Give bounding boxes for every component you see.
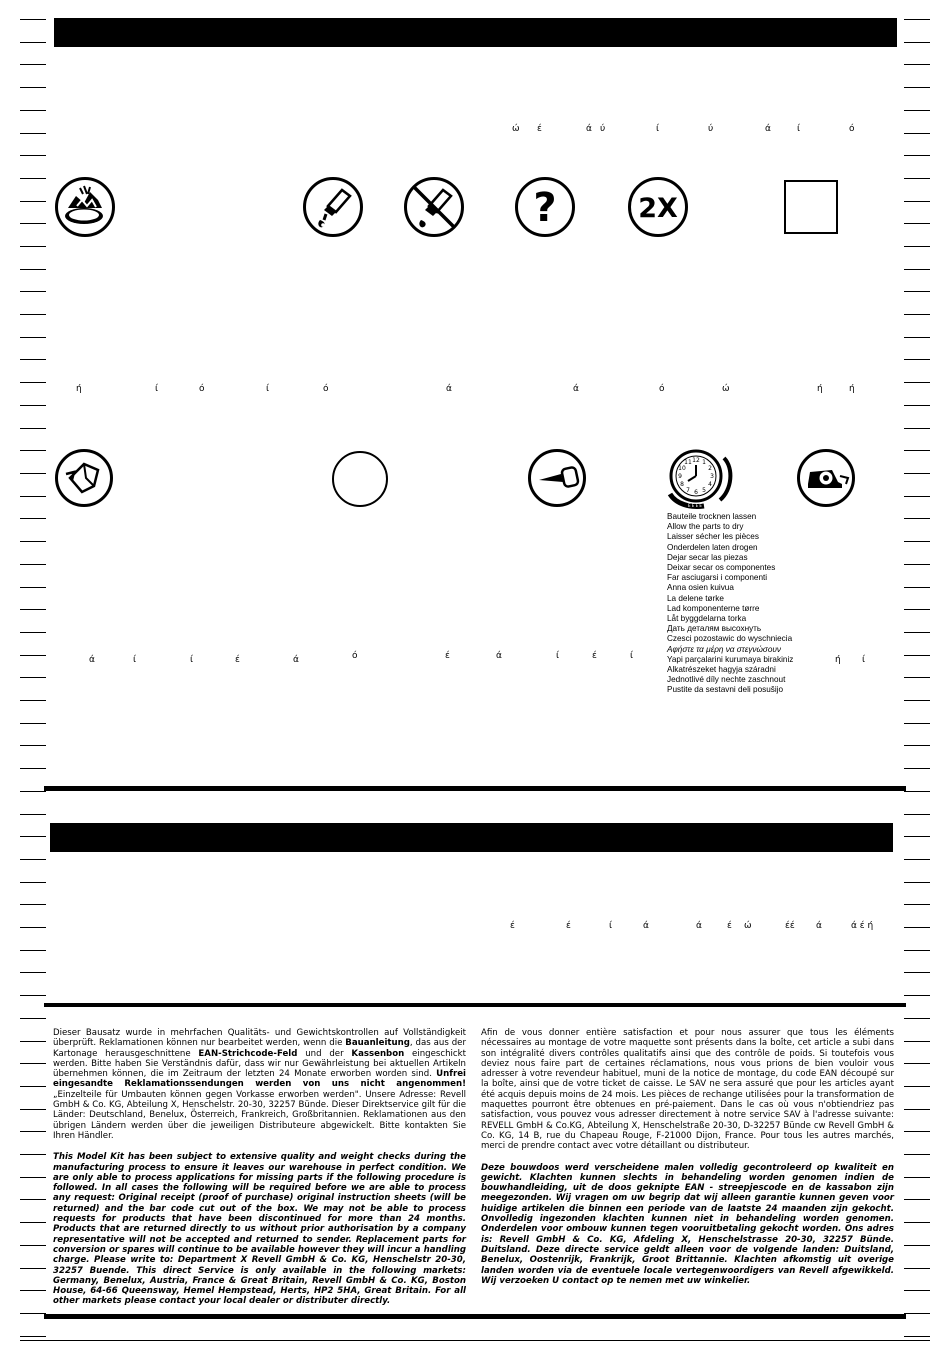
margin-tick [904, 87, 930, 88]
drying-item: Bauteile trocknen lassen [667, 512, 757, 521]
clock-numeral: 9 [678, 473, 682, 480]
clock-numeral: 4 [708, 481, 712, 488]
margin-tick [20, 1313, 46, 1314]
stray-char: ά [293, 655, 299, 665]
drying-item: Alkatrészeket hagyja száradni [667, 665, 776, 675]
margin-tick [20, 1177, 46, 1178]
clock-numeral: 6 [694, 489, 698, 496]
margin-tick [904, 677, 930, 678]
margin-tick [904, 655, 930, 656]
drying-item: Pustite da sestavni deli posušijo [667, 685, 784, 695]
french-paragraph: Afin de vous donner entière satisfaction et pour nous assurer que tous les éléments nécessaires au montage de votre maquette sont présents dans la boîte, cet article a subi dans son intégralité divers contrôles qualitatifs ainsi que des contrôle de poids. Si toutefois vous deviez nous faire part de certaines réclamations, nous vous prions de bien vouloir vous adresser à votre revendeur habituel, muni de la notice de montage, du code EAN découpé sur la boîte, ainsi que de votre ticket de caisse. Le SAV ne sera assuré que pour les articles ayant été acquis depuis moins de 24 mois. Les pièces de rechange utilisées pour la transformation de maquettes pourront être obtenues en pré-paiement. Dans le cas où vous n'obtiendriez pas satisfaction, vous pouvez vous adresser directement à notre service SAV à l'adresse suivante: REVELL GmbH & Co.KG, Abteilung X, Henschelstraße 20-30, D-32257 Bünde cw Revell GmbH & Co. KG, 14 B, rue du Chapeau Rouge, F-21000 Dijon, France. Pour tous les autres marchés, merci de prendre contact avec votre détaillant ou distributeur. [481, 1028, 894, 1152]
drying-item: Laisser sécher les pièces [667, 532, 759, 542]
clock-numeral: 7 [686, 487, 690, 494]
stray-char: έέ [785, 921, 795, 931]
margin-tick [20, 201, 46, 202]
margin-tick [904, 1199, 930, 1200]
clock-ruler-text: E E E E [688, 503, 702, 508]
margin-tick [20, 1018, 46, 1019]
margin-tick [904, 723, 930, 724]
margin-tick [904, 1177, 930, 1178]
clock-numeral: 10 [678, 465, 686, 472]
stray-char: ό [849, 124, 855, 134]
margin-tick [20, 450, 46, 451]
margin-tick [904, 473, 930, 474]
margin-tick [20, 428, 46, 429]
margin-tick [20, 1268, 46, 1269]
margin-tick [20, 677, 46, 678]
stray-char: ά [765, 124, 771, 134]
margin-tick [20, 178, 46, 179]
margin-tick [20, 337, 46, 338]
stray-char: ά [586, 124, 592, 134]
clock-numeral: 8 [680, 481, 684, 488]
stray-char: ί [630, 651, 634, 661]
margin-tick [904, 950, 930, 951]
margin-tick [904, 1063, 930, 1064]
stray-char: ή [817, 384, 823, 394]
margin-tick [20, 1041, 46, 1042]
bend-part-icon [54, 448, 114, 508]
clock-numeral: 3 [710, 473, 714, 480]
margin-tick [904, 1131, 930, 1132]
margin-tick [20, 723, 46, 724]
stray-char: ό [352, 651, 358, 661]
margin-tick [20, 972, 46, 973]
stray-char: ί [133, 655, 137, 665]
parts-sorting-icon [54, 176, 116, 238]
margin-tick [20, 382, 46, 383]
margin-tick [20, 133, 46, 134]
stray-char: ί [656, 124, 660, 134]
margin-tick [20, 1222, 46, 1223]
drying-item: Anna osien kuivua [667, 583, 734, 593]
clock-numeral: 1 [702, 459, 706, 466]
margin-tick [904, 359, 930, 360]
margin-tick [904, 19, 930, 20]
stray-char: ί [797, 124, 801, 134]
drying-item: Дать деталям высохнуть [667, 624, 762, 634]
warranty-text-left [53, 1028, 466, 1307]
margin-tick [20, 246, 46, 247]
stray-char: ά [643, 921, 649, 931]
clock-numeral: 11 [684, 459, 692, 466]
stray-char: έ [727, 921, 732, 931]
margin-tick [904, 814, 930, 815]
glue-icon [302, 176, 364, 238]
margin-tick [904, 1268, 930, 1269]
margin-tick [20, 814, 46, 815]
drying-item: Lad komponenterne tørre [667, 603, 760, 613]
margin-tick [904, 700, 930, 701]
margin-tick [904, 859, 930, 860]
drying-item: Onderdelen laten drogen [667, 542, 758, 552]
stray-char: ί [190, 655, 194, 665]
margin-tick [904, 133, 930, 134]
margin-tick [904, 337, 930, 338]
margin-tick [904, 428, 930, 429]
stray-char: ό [323, 384, 329, 394]
stray-char: ά [816, 921, 822, 931]
hobby-knife-icon [527, 448, 587, 508]
stray-char: ώ [512, 124, 520, 134]
drying-item: Jednotlivé díly nechte zaschnout [667, 675, 786, 685]
margin-tick [904, 1154, 930, 1155]
stray-char: ύ [600, 124, 606, 134]
warranty-text-right [481, 1028, 894, 1286]
stray-char: ί [862, 655, 866, 665]
margin-tick [20, 359, 46, 360]
margin-tick [20, 223, 46, 224]
header-bar-middle [50, 823, 893, 852]
drying-item: Yapi parçalarini kurumaya birakiniz [667, 654, 794, 664]
header-bar-top [54, 18, 897, 47]
margin-tick [20, 110, 46, 111]
margin-tick [20, 1245, 46, 1246]
margin-tick [20, 155, 46, 156]
margin-tick [904, 405, 930, 406]
margin-tick [20, 1131, 46, 1132]
question-glyph: ? [533, 185, 557, 231]
margin-tick [904, 632, 930, 633]
margin-tick [20, 768, 46, 769]
margin-tick [20, 882, 46, 883]
stray-char: ά [573, 384, 579, 394]
margin-tick [904, 1336, 930, 1337]
german-paragraph: Dieser Bausatz wurde in mehrfachen Qualitäts- und Gewichtskontrollen auf Vollständigkeit überprüft. Reklamationen können nur bearbeitet werden, wenn die Bauanleitung, das aus der Kartonage herausgeschnittene EAN-Strichcode-Feld und der Kassenbon eingeschickt werden. Bitte haben Sie Verständnis dafür, dass wir nur Gewährleistung bei aktuellen Artikeln übernehmen können, die im Zeitraum der letzten 24 Monate erworben worden sind. Unfrei eingesandte Reklamationssendungen werden von uns nicht angenommen! „Einzelteile für Umbauten können gegen Vorkasse erworben werden". Unsere Adresse: Revell GmbH & Co. KG, Abteilung X, Henschelstr. 20-30, 32257 Bünde. Dieser Direktservice gilt für die Länder: Deutschland, Benelux, Österreich, Frankreich, Großbritannien. Reklamationen aus den übrigen Ländern werden über die jeweiligen Distributeure abgewickelt. Bitte kontakten Sie Ihren Händler. [53, 1028, 467, 1141]
margin-tick [904, 609, 930, 610]
stray-char: ά [89, 655, 95, 665]
margin-tick [904, 450, 930, 451]
margin-tick [904, 1245, 930, 1246]
margin-tick [904, 269, 930, 270]
margin-tick [904, 745, 930, 746]
margin-tick [20, 42, 46, 43]
margin-tick [20, 1290, 46, 1291]
dutch-paragraph: Deze bouwdoos werd verscheidene malen volledig gecontroleerd op kwaliteit en gewicht. Klachten kunnen slechts in behandeling worden genomen indien de bouwhandleiding, uit de doos geknipte EAN - streepjescode en de kassabon zijn meegezonden. Wij vragen om uw begrip dat wij alleen garantie kunnen geven voor huidige artikelen die binnen een periode van de laatste 24 maanden zijn gekocht. Onvolledig ingezonden klachten kunnen niet in behandeling worden genomen. Onderdelen voor ombouw kunnen tegen vooruitbetaling gekocht worden. Ons adres is: Revell GmbH & Co. KG, Afdeling X, Henschelstrasse 20-30, 32257 Bünde. Duitsland. Deze directe service geldt alleen voor de volgende landen: Duitsland, Benelux, Oostenrijk, Frankrijk, Groot Brittannie. Klachten afkomstig uit overige landen worden via de eventuele locale vertegenwoordigers van Revell afgewikkeld. Wij verzoeken U contact op te nemen met uw winkelier. [481, 1162, 894, 1286]
margin-tick [20, 314, 46, 315]
margin-tick [20, 291, 46, 292]
stray-char: έ [566, 921, 571, 931]
margin-tick [904, 291, 930, 292]
stray-char: ά [496, 651, 502, 661]
margin-tick [20, 1063, 46, 1064]
drying-item: La delene tørke [667, 593, 724, 603]
margin-tick [20, 87, 46, 88]
margin-tick [904, 768, 930, 769]
question-mark-icon [514, 176, 576, 238]
margin-tick [904, 927, 930, 928]
margin-tick [20, 405, 46, 406]
repeat-twice-icon [627, 176, 689, 238]
drying-item: Far asciugarsi i componenti [667, 573, 768, 583]
margin-tick [20, 1109, 46, 1110]
drying-clock-icon [664, 448, 736, 510]
margin-tick [20, 632, 46, 633]
margin-tick [904, 518, 930, 519]
margin-tick [904, 496, 930, 497]
margin-tick [20, 700, 46, 701]
margin-tick [904, 1109, 930, 1110]
stray-char: ί [266, 384, 270, 394]
stray-char: ί [155, 384, 159, 394]
margin-tick [20, 1086, 46, 1087]
margin-tick [20, 745, 46, 746]
margin-tick [20, 655, 46, 656]
margin-tick [20, 927, 46, 928]
text-top-divider [44, 1003, 906, 1007]
stray-char: έ [537, 124, 542, 134]
margin-tick [904, 587, 930, 588]
bottom-thin-line [20, 1340, 930, 1341]
stray-char: ή [849, 384, 855, 394]
stray-char: ύ [708, 124, 714, 134]
margin-tick [904, 541, 930, 542]
drying-item: Czesci pozostawic do wyschniecia [667, 634, 793, 644]
margin-tick [20, 609, 46, 610]
margin-tick [20, 791, 46, 792]
section-divider [44, 786, 906, 791]
margin-tick [904, 1018, 930, 1019]
margin-tick [904, 882, 930, 883]
tape-dispenser-icon [796, 448, 856, 508]
stray-char: ό [199, 384, 205, 394]
stray-char: έ [235, 655, 240, 665]
stray-char: ά [696, 921, 702, 931]
margin-tick [904, 223, 930, 224]
margin-tick [20, 836, 46, 837]
stray-char: έ [592, 651, 597, 661]
margin-tick [904, 64, 930, 65]
drying-item: Dejar secar las piezas [667, 552, 748, 562]
margin-tick [904, 1313, 930, 1314]
margin-tick [904, 1086, 930, 1087]
margin-tick [904, 314, 930, 315]
margin-tick [904, 382, 930, 383]
margin-tick [904, 1041, 930, 1042]
margin-tick [904, 564, 930, 565]
stray-char: ί [609, 921, 613, 931]
drying-item: Deixar secar os componentes [667, 563, 776, 573]
stray-char: έ [445, 651, 450, 661]
margin-tick [20, 473, 46, 474]
margin-tick [904, 904, 930, 905]
stray-char: ώ [722, 384, 730, 394]
margin-tick [20, 64, 46, 65]
margin-tick [904, 178, 930, 179]
english-paragraph: This Model Kit has been subject to extensive quality and weight checks during the manufacturing process to ensure it leaves our warehouse in perfect condition. We are only able to process applications for missing parts if the following procedure is followed. In all cases the following will be required before we are able to process any request: Original receipt (proof of purchase) original instruction sheets (will be returned) and the bar code cut out of the box. We may not be able to process requests for products that have been discontinued for more than 24 months. Products that are returned directly to us without prior authorisation by a company representative will not be accepted and returned to sender. Replacement parts for conversion or spares will continue to be available however they will incur a handling charge. Please write to: Department X Revell GmbH & Co. KG, Henschelstr 20-30, 32257 Buende. This direct Service is only available in the following markets: Germany, Benelux, Austria, France & Great Britain, Revell GmbH & Co. KG, Boston House, 64-66 Queensway, Hemel Hempstead, Herts, HP2 5HA, Great Britain. For all other markets please contact your local dealer or distributer directly. [53, 1152, 466, 1307]
empty-circle-icon [332, 451, 388, 507]
margin-tick [904, 995, 930, 996]
bottom-divider [44, 1314, 906, 1319]
margin-tick [20, 859, 46, 860]
margin-tick [904, 972, 930, 973]
margin-tick [904, 1290, 930, 1291]
margin-tick [20, 1154, 46, 1155]
stray-char: ί [556, 651, 560, 661]
stray-char: ά έ ή [851, 921, 874, 931]
margin-tick [904, 246, 930, 247]
margin-tick [20, 496, 46, 497]
margin-tick [20, 904, 46, 905]
margin-tick [20, 1336, 46, 1337]
margin-tick [904, 791, 930, 792]
margin-tick [20, 950, 46, 951]
margin-tick [904, 201, 930, 202]
margin-tick [20, 564, 46, 565]
stray-char: ή [835, 655, 841, 665]
drying-instructions-list [667, 512, 807, 696]
clock-numeral: 12 [692, 457, 700, 464]
margin-tick [20, 587, 46, 588]
stray-char: ή [76, 384, 82, 394]
twice-label: 2X [638, 193, 678, 224]
square-box-icon [784, 180, 838, 234]
margin-tick [904, 110, 930, 111]
margin-tick [904, 155, 930, 156]
clock-numeral: 5 [702, 487, 706, 494]
margin-tick [20, 541, 46, 542]
stray-char: ώ [744, 921, 752, 931]
margin-tick [904, 836, 930, 837]
margin-tick [20, 19, 46, 20]
margin-tick [20, 1199, 46, 1200]
stray-char: έ [510, 921, 515, 931]
margin-tick [20, 995, 46, 996]
margin-tick [20, 269, 46, 270]
drying-item: Αφήστε τα μέρη να στεγνώσουν [667, 644, 781, 654]
stray-char: ό [659, 384, 665, 394]
margin-tick [904, 42, 930, 43]
drying-item: Allow the parts to dry [667, 522, 744, 532]
drying-item: Låt byggdelarna torka [667, 614, 747, 624]
stray-char: ά [446, 384, 452, 394]
margin-tick [904, 1222, 930, 1223]
margin-tick [20, 518, 46, 519]
no-glue-icon [403, 176, 465, 238]
clock-numeral: 2 [708, 465, 712, 472]
